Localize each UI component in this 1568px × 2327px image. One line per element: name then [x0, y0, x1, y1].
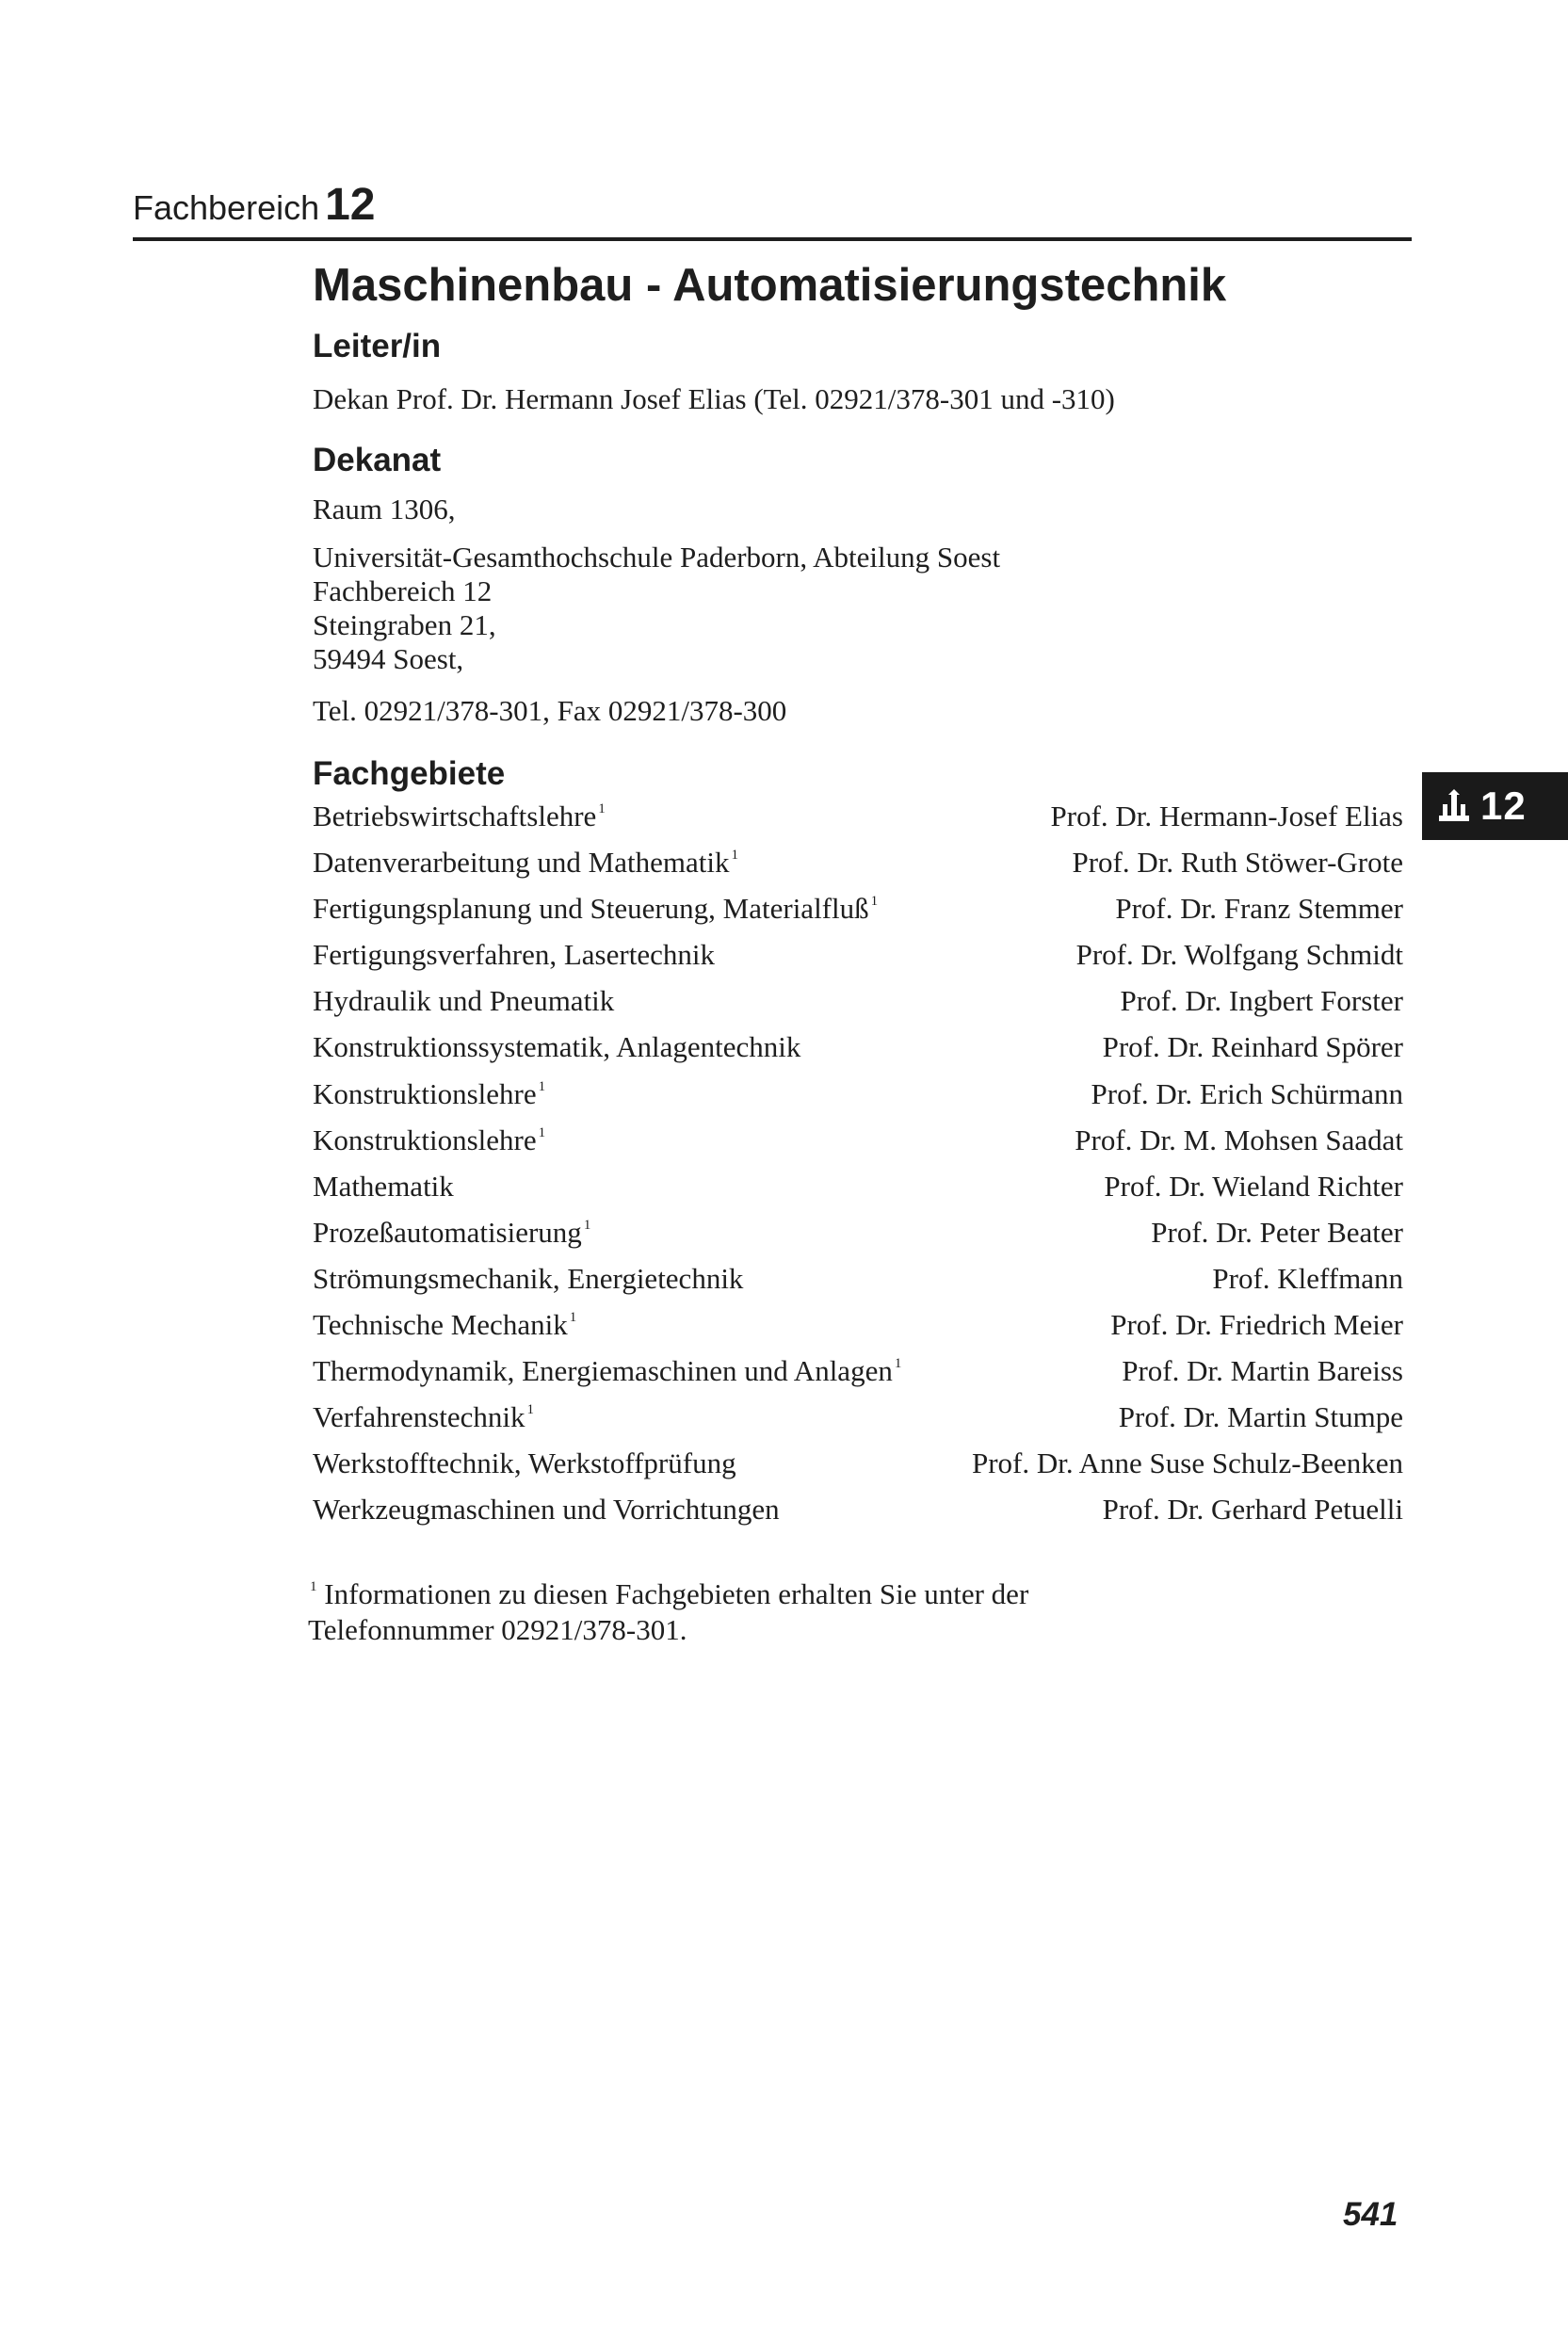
- fachgebiet-row: [313, 1446, 1403, 1492]
- fachgebiet-subject-text: Strömungsmechanik, Energietechnik: [313, 1261, 744, 1295]
- fachgebiet-row: [313, 1353, 1403, 1399]
- footnote-mark: 1: [310, 1579, 317, 1594]
- fachgebiet-subject: [313, 1446, 736, 1481]
- footnote-reference: 1: [870, 894, 879, 910]
- fachgebiet-professor: Prof. Dr. Peter Beater: [1151, 1215, 1403, 1249]
- fachgebiet-row: [313, 1307, 1403, 1353]
- fachgebiet-subject-text: Datenverarbeitung und Mathematik: [313, 846, 730, 880]
- fachgebiet-subject-text: Fertigungsplanung und Steuerung, Materialfluß: [313, 892, 869, 926]
- fachgebiet-subject-text: Betriebswirtschaftslehre: [313, 800, 597, 832]
- fachgebiet-subject-text: Konstruktionslehre: [313, 1076, 537, 1110]
- fachgebiet-subject-text: Hydraulik und Pneumatik: [313, 984, 615, 1018]
- dekanat-address-line: Steingraben 21,: [313, 608, 496, 641]
- section-header-number: 12: [325, 180, 376, 230]
- fachgebiet-subject: [313, 937, 715, 973]
- leitung-text: Dekan Prof. Dr. Hermann Josef Elias (Tel. 02921/378-301 und -310): [313, 382, 1115, 415]
- page-number: 541: [1343, 2196, 1398, 2233]
- fachgebiet-subject: [313, 1399, 534, 1435]
- fachgebiet-professor: Prof. Kleffmann: [1212, 1261, 1403, 1295]
- fachgebiet-subject: [313, 1123, 545, 1158]
- fachgebiet-row: [313, 1029, 1403, 1075]
- fachgebiet-subject-text: Fertigungsverfahren, Lasertechnik: [313, 938, 715, 972]
- fachgebiet-professor: Prof. Dr. Martin Bareiss: [1122, 1354, 1403, 1388]
- fachgebiet-subject-text: Werkzeugmaschinen und Vorrichtungen: [313, 1493, 780, 1527]
- fachgebiet-row: [313, 1215, 1403, 1261]
- fachgebiet-subject: [313, 1353, 901, 1389]
- footnote-reference: 1: [538, 1124, 546, 1140]
- fachgebiet-subject-text: Konstruktionssystematik, Anlagentechnik: [313, 1030, 801, 1064]
- fachgebiet-subject: [313, 1215, 590, 1251]
- fachgebiet-professor: Prof. Dr. Ruth Stöwer-Grote: [1072, 846, 1403, 880]
- leitung-heading: Leiter/in: [313, 328, 442, 364]
- footnote-reference: 1: [569, 1310, 577, 1326]
- fachgebiet-subject-text: Thermodynamik, Energiemaschinen und Anlagen: [313, 1354, 893, 1388]
- fachgebiet-subject: [313, 983, 614, 1019]
- fachgebiet-row: [313, 845, 1403, 891]
- fachgebiet-subject: [313, 1492, 780, 1527]
- page-title: Maschinenbau - Automatisierungstechnik: [313, 260, 1227, 311]
- footnote-reference: 1: [526, 1402, 535, 1418]
- footnote-reference: 1: [598, 801, 606, 816]
- fachgebiet-professor: Prof. Dr. Reinhard Spörer: [1102, 1030, 1403, 1064]
- fachgebiete-heading: Fachgebiete: [313, 755, 506, 792]
- fachgebiet-subject: [313, 1076, 545, 1112]
- fachgebiet-row: [313, 799, 1403, 845]
- fachgebiet-subject: [313, 891, 878, 927]
- fachgebiet-row: [313, 1169, 1403, 1215]
- header-divider: [133, 237, 1412, 241]
- fachgebiet-professor: Prof. Dr. Wolfgang Schmidt: [1075, 938, 1403, 972]
- fachgebiet-subject-text: Konstruktionslehre: [313, 1123, 537, 1156]
- fachgebiet-row: [313, 1399, 1403, 1446]
- chapter-tab-number: 12: [1480, 784, 1527, 828]
- fachgebiete-table: [313, 799, 1403, 1539]
- dekanat-address-line: 59494 Soest,: [313, 642, 464, 675]
- fachgebiet-subject: [313, 799, 606, 834]
- fachgebiet-professor: Prof. Dr. Anne Suse Schulz-Beenken: [971, 1446, 1403, 1480]
- section-header-label: Fachbereich: [133, 188, 320, 227]
- fachgebiet-subject-text: Werkstofftechnik, Werkstoffprüfung: [313, 1446, 736, 1480]
- fachgebiet-subject-text: Mathematik: [313, 1169, 454, 1203]
- dekanat-contact: Tel. 02921/378-301, Fax 02921/378-300: [313, 694, 787, 727]
- fachgebiet-subject: [313, 1169, 454, 1204]
- fachgebiet-row: [313, 1076, 1403, 1123]
- footnote-reference: 1: [538, 1078, 546, 1094]
- dekanat-address-line: Fachbereich 12: [313, 574, 493, 607]
- fachgebiet-row: [313, 983, 1403, 1029]
- fachgebiet-row: [313, 937, 1403, 983]
- section-header: [133, 180, 376, 230]
- fachgebiet-professor: Prof. Dr. M. Mohsen Saadat: [1075, 1123, 1403, 1156]
- footnote: [308, 1576, 1028, 1648]
- chapter-tab: [1422, 772, 1568, 840]
- fachgebiet-subject-text: Technische Mechanik: [313, 1308, 568, 1342]
- fachgebiet-professor: Prof. Dr. Friedrich Meier: [1110, 1308, 1403, 1342]
- fachgebiet-subject: [313, 1261, 743, 1297]
- fachgebiet-subject-text: Prozeßautomatisierung: [313, 1215, 582, 1249]
- fachgebiet-professor: Prof. Dr. Gerhard Petuelli: [1102, 1493, 1403, 1527]
- footnote-reference: 1: [894, 1356, 902, 1372]
- fachgebiet-professor: Prof. Dr. Martin Stumpe: [1118, 1400, 1403, 1434]
- fachgebiet-subject: [313, 1029, 800, 1065]
- fachgebiet-row: [313, 1123, 1403, 1169]
- building-icon: [1437, 787, 1471, 825]
- fachgebiet-subject: [313, 1307, 576, 1343]
- fachgebiet-professor: Prof. Dr. Hermann-Josef Elias: [1050, 800, 1403, 832]
- fachgebiet-row: [313, 1261, 1403, 1307]
- footnote-reference: 1: [731, 848, 738, 864]
- fachgebiet-row: [313, 1492, 1403, 1538]
- footnote-reference: 1: [583, 1217, 591, 1233]
- fachgebiet-subject: [313, 845, 738, 881]
- footnote-line: Telefonnummer 02921/378-301.: [308, 1613, 687, 1646]
- dekanat-address-line: Universität-Gesamthochschule Paderborn, Abteilung Soest: [313, 541, 1001, 574]
- fachgebiet-professor: Prof. Dr. Wieland Richter: [1104, 1169, 1403, 1203]
- fachgebiet-professor: Prof. Dr. Erich Schürmann: [1091, 1076, 1403, 1110]
- footnote-line: Informationen zu diesen Fachgebieten erhalten Sie unter der: [324, 1577, 1029, 1610]
- fachgebiet-subject-text: Verfahrenstechnik: [313, 1400, 525, 1434]
- dekanat-heading: Dekanat: [313, 442, 442, 478]
- dekanat-room: Raum 1306,: [313, 493, 456, 525]
- fachgebiet-row: [313, 891, 1403, 937]
- fachgebiet-professor: Prof. Dr. Ingbert Forster: [1120, 984, 1403, 1018]
- fachgebiet-professor: Prof. Dr. Franz Stemmer: [1115, 892, 1403, 926]
